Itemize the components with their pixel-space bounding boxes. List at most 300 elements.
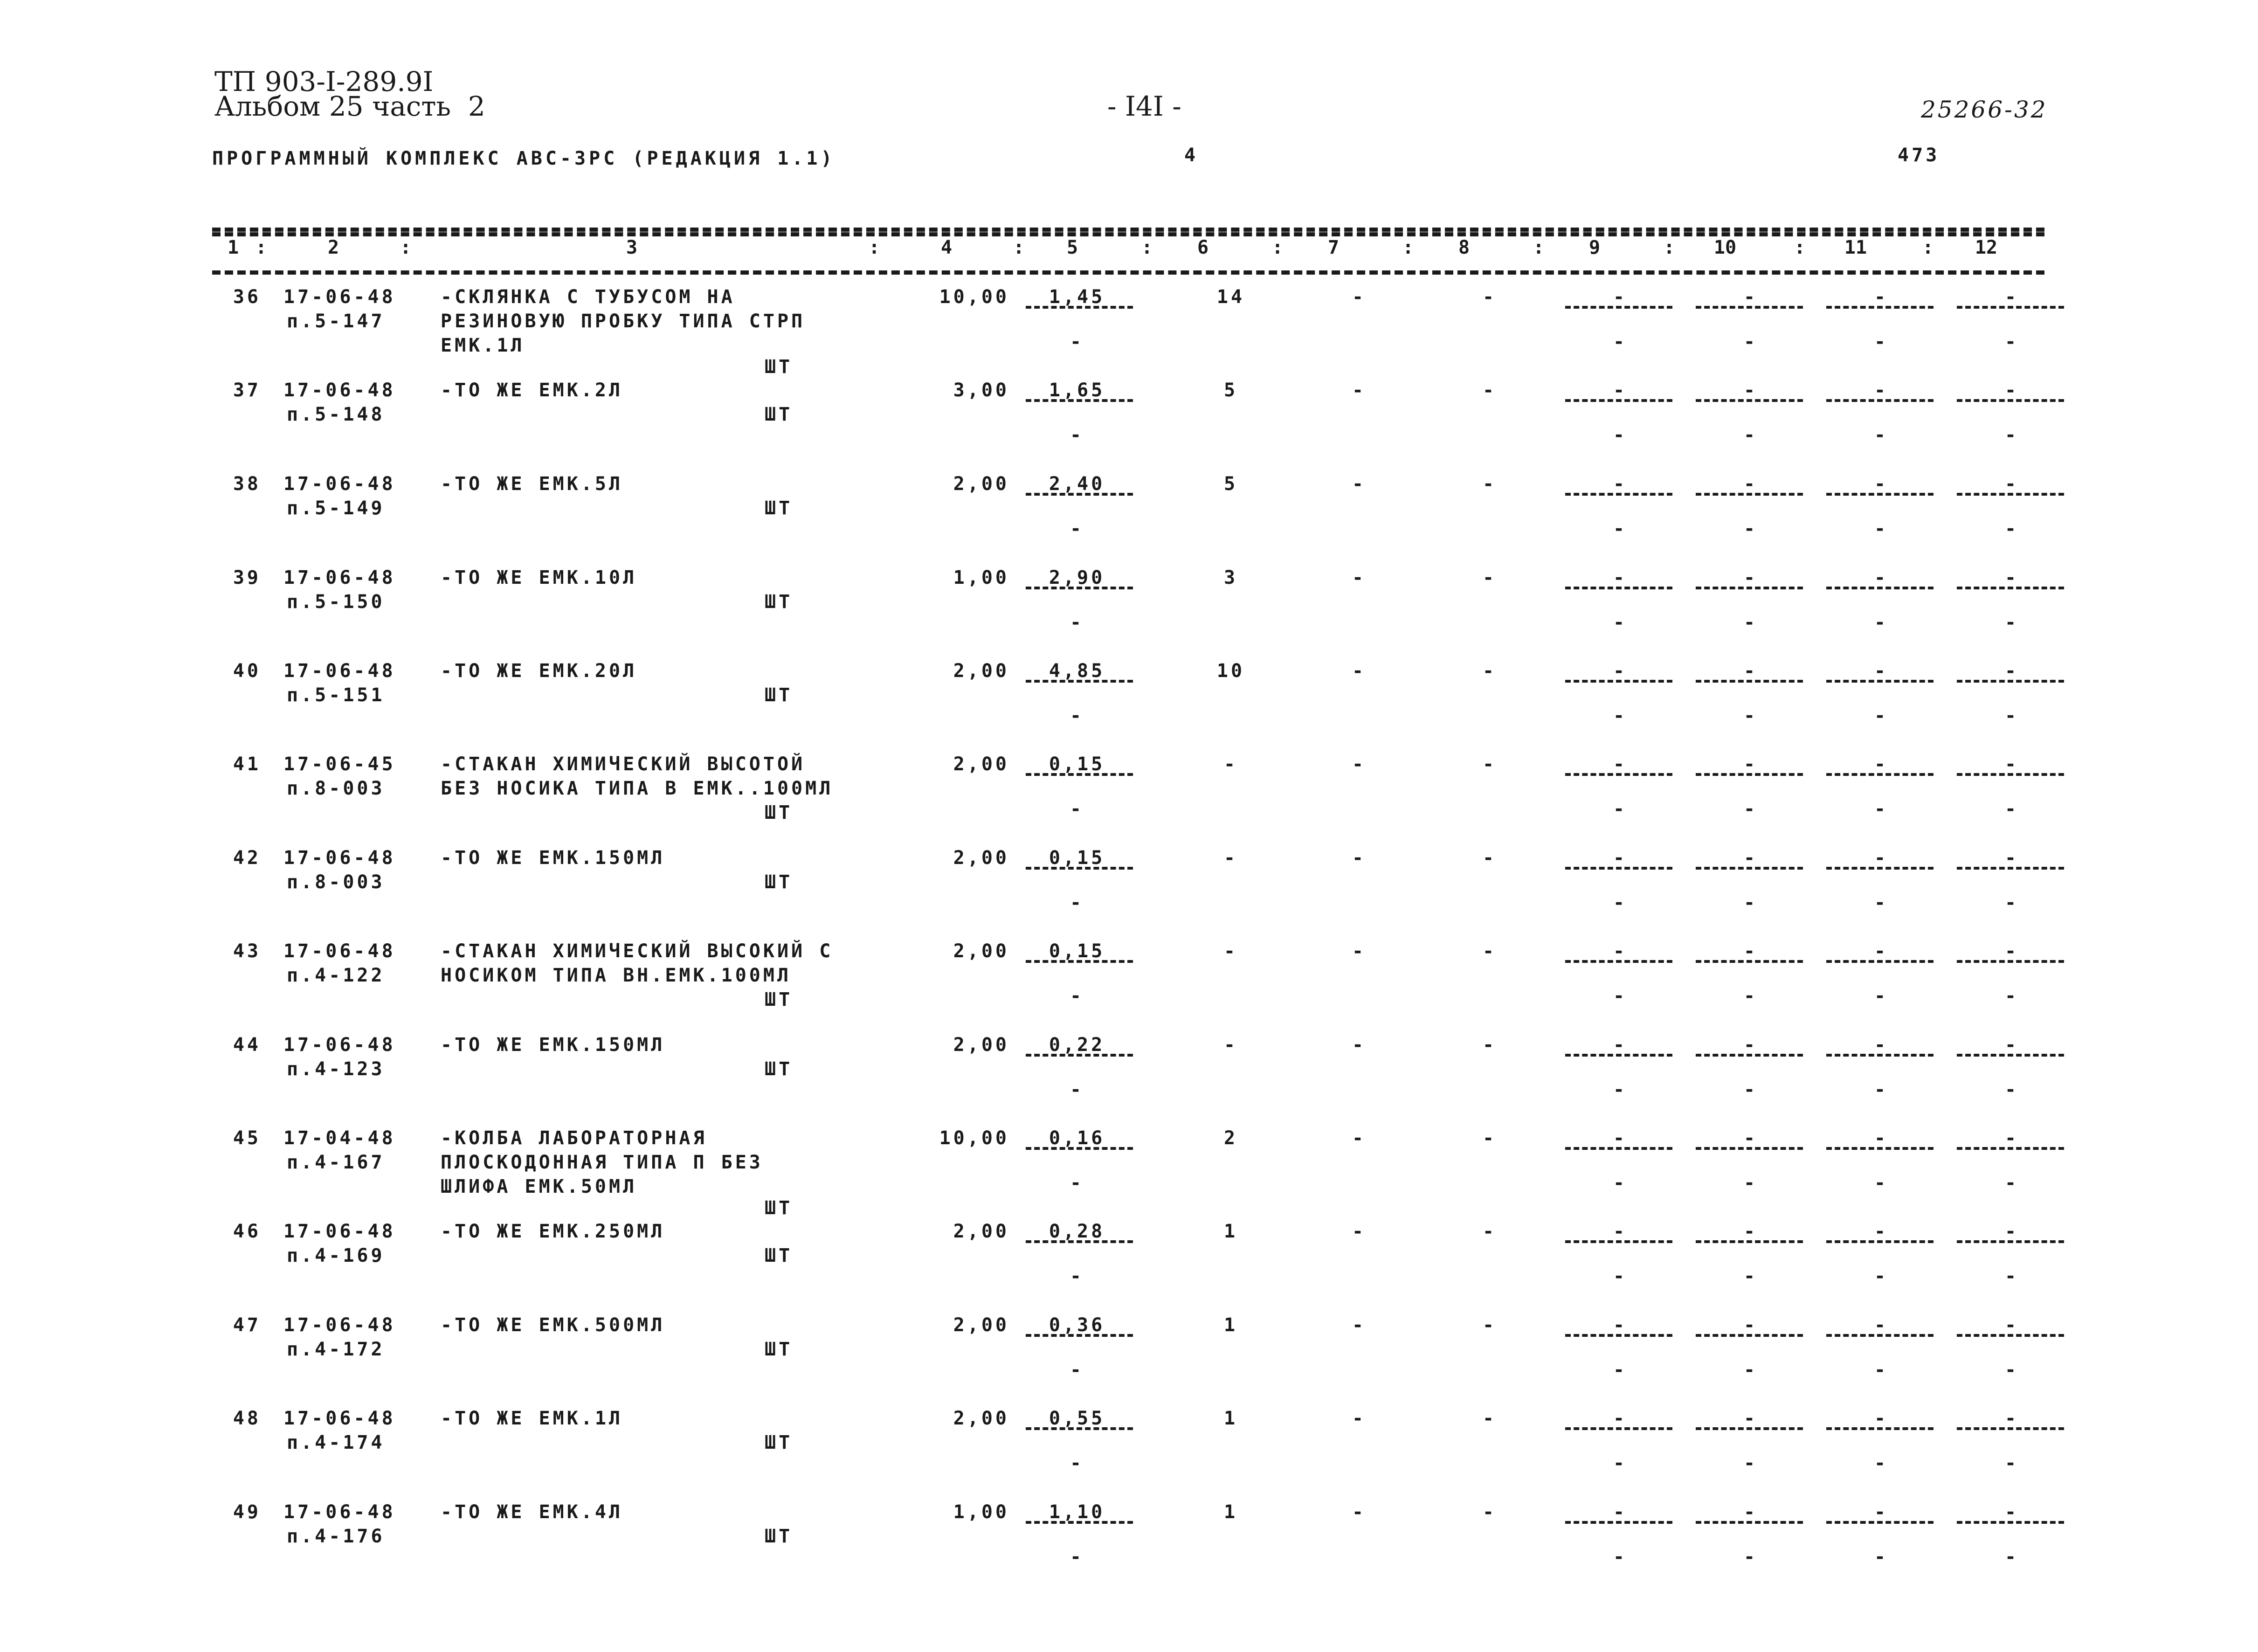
column-12-divider bbox=[1957, 1147, 2064, 1150]
column-11-lower: - bbox=[1874, 1452, 1889, 1474]
item-description: -ТО ЖЕ ЕМК.10Л bbox=[441, 567, 637, 588]
column-12-lower: - bbox=[2004, 892, 2019, 913]
price-lower-placeholder: - bbox=[1070, 518, 1084, 539]
resource-code: 17-06-48 bbox=[283, 1501, 396, 1523]
column-9-upper: - bbox=[1613, 1408, 1628, 1429]
column-10-lower: - bbox=[1743, 798, 1758, 820]
column-11-lower: - bbox=[1874, 518, 1889, 539]
unit-of-measure: ШТ bbox=[765, 1058, 793, 1080]
quantity: 2,00 bbox=[953, 847, 1009, 869]
column-9-lower: - bbox=[1613, 518, 1628, 539]
column-6-value: - bbox=[1223, 753, 1238, 775]
price-divider bbox=[1026, 773, 1133, 776]
price-divider bbox=[1026, 680, 1133, 683]
column-12-upper: - bbox=[2004, 847, 2019, 869]
table-row bbox=[0, 1407, 2258, 1500]
row-number: 43 bbox=[233, 940, 261, 962]
price-lower-placeholder: - bbox=[1070, 1265, 1084, 1287]
column-6-value: 1 bbox=[1223, 1221, 1238, 1242]
price-reference: п.5-148 bbox=[287, 404, 385, 425]
unit-price: 1,65 bbox=[1049, 380, 1105, 401]
price-lower-placeholder: - bbox=[1070, 705, 1084, 726]
column-7-value: - bbox=[1352, 847, 1367, 869]
row-number: 47 bbox=[233, 1314, 261, 1336]
column-10-lower: - bbox=[1743, 1172, 1758, 1194]
table-top-rule-2 bbox=[212, 232, 2044, 236]
unit-price: 0,15 bbox=[1049, 940, 1105, 962]
resource-code: 17-06-48 bbox=[283, 1314, 396, 1336]
column-header-11: 11 bbox=[1844, 237, 1867, 258]
row-number: 36 bbox=[233, 286, 261, 308]
column-11-lower: - bbox=[1874, 705, 1889, 726]
column-6-value: 3 bbox=[1223, 567, 1238, 588]
column-9-lower: - bbox=[1613, 1546, 1628, 1568]
quantity: 2,00 bbox=[953, 473, 1009, 495]
column-header-7: 7 bbox=[1327, 237, 1340, 258]
column-10-lower: - bbox=[1743, 612, 1758, 633]
column-10-lower: - bbox=[1743, 424, 1758, 446]
resource-code: 17-04-48 bbox=[283, 1127, 396, 1149]
column-7-value: - bbox=[1352, 660, 1367, 682]
resource-code: 17-06-48 bbox=[283, 473, 396, 495]
column-9-lower: - bbox=[1613, 1359, 1628, 1381]
unit-of-measure: ШТ bbox=[765, 356, 793, 378]
resource-code: 17-06-48 bbox=[283, 380, 396, 401]
column-10-lower: - bbox=[1743, 1079, 1758, 1100]
column-12-upper: - bbox=[2004, 1034, 2019, 1056]
column-9-divider bbox=[1565, 399, 1672, 402]
column-12-divider bbox=[1957, 306, 2064, 309]
price-lower-placeholder: - bbox=[1070, 424, 1084, 446]
unit-price: 0,36 bbox=[1049, 1314, 1105, 1336]
table-row bbox=[0, 940, 2258, 1033]
row-number: 44 bbox=[233, 1034, 261, 1056]
column-12-upper: - bbox=[2004, 1501, 2019, 1523]
column-7-value: - bbox=[1352, 473, 1367, 495]
price-lower-placeholder: - bbox=[1070, 1546, 1084, 1568]
quantity: 1,00 bbox=[953, 1501, 1009, 1523]
column-9-lower: - bbox=[1613, 892, 1628, 913]
column-header-6: 6 bbox=[1197, 237, 1209, 258]
table-row bbox=[0, 285, 2258, 379]
column-9-divider bbox=[1565, 867, 1672, 870]
item-description: ШЛИФА ЕМК.50МЛ bbox=[441, 1176, 637, 1197]
column-11-lower: - bbox=[1874, 1359, 1889, 1381]
column-6-value: 10 bbox=[1216, 660, 1245, 682]
column-9-divider bbox=[1565, 587, 1672, 589]
column-12-lower: - bbox=[2004, 985, 2019, 1007]
column-7-value: - bbox=[1352, 1221, 1367, 1242]
row-number: 46 bbox=[233, 1221, 261, 1242]
item-description: -ТО ЖЕ ЕМК.250МЛ bbox=[441, 1221, 665, 1242]
quantity: 10,00 bbox=[939, 286, 1009, 308]
column-separator: : bbox=[1794, 237, 1806, 258]
column-7-value: - bbox=[1352, 1127, 1367, 1149]
column-12-upper: - bbox=[2004, 940, 2019, 962]
item-description: -ТО ЖЕ ЕМК.150МЛ bbox=[441, 1034, 665, 1056]
resource-code: 17-06-48 bbox=[283, 660, 396, 682]
column-6-value: 1 bbox=[1223, 1408, 1238, 1429]
column-9-upper: - bbox=[1613, 753, 1628, 775]
column-12-lower: - bbox=[2004, 612, 2019, 633]
unit-of-measure: ШТ bbox=[765, 871, 793, 893]
unit-of-measure: ШТ bbox=[765, 989, 793, 1010]
sheet-number: 473 bbox=[1898, 145, 1940, 166]
column-12-upper: - bbox=[2004, 286, 2019, 308]
quantity: 3,00 bbox=[953, 380, 1009, 401]
price-lower-placeholder: - bbox=[1070, 892, 1084, 913]
item-description: ЕМК.1Л bbox=[441, 335, 525, 356]
column-12-lower: - bbox=[2004, 1359, 2019, 1381]
item-description: -ТО ЖЕ ЕМК.1Л bbox=[441, 1408, 623, 1429]
column-11-lower: - bbox=[1874, 1079, 1889, 1100]
column-12-lower: - bbox=[2004, 331, 2019, 353]
column-11-upper: - bbox=[1874, 1314, 1889, 1336]
column-9-divider bbox=[1565, 680, 1672, 683]
column-8-value: - bbox=[1482, 380, 1497, 401]
column-11-upper: - bbox=[1874, 1408, 1889, 1429]
column-separator: : bbox=[1271, 237, 1284, 258]
column-10-lower: - bbox=[1743, 1265, 1758, 1287]
column-11-divider bbox=[1826, 493, 1933, 496]
table-row bbox=[0, 379, 2258, 472]
column-header-4: 4 bbox=[940, 237, 953, 258]
column-9-upper: - bbox=[1613, 473, 1628, 495]
column-separator: : bbox=[1141, 237, 1153, 258]
column-7-value: - bbox=[1352, 940, 1367, 962]
table-row bbox=[0, 1033, 2258, 1127]
column-9-lower: - bbox=[1613, 985, 1628, 1007]
column-10-lower: - bbox=[1743, 1359, 1758, 1381]
column-9-lower: - bbox=[1613, 1452, 1628, 1474]
unit-of-measure: ШТ bbox=[765, 498, 793, 519]
column-9-upper: - bbox=[1613, 847, 1628, 869]
column-10-divider bbox=[1696, 1054, 1803, 1057]
unit-price: 0,16 bbox=[1049, 1127, 1105, 1149]
price-divider bbox=[1026, 1240, 1133, 1243]
quantity: 2,00 bbox=[953, 1221, 1009, 1242]
column-11-upper: - bbox=[1874, 473, 1889, 495]
table-row bbox=[0, 753, 2258, 846]
column-8-value: - bbox=[1482, 567, 1497, 588]
column-12-divider bbox=[1957, 587, 2064, 589]
column-9-upper: - bbox=[1613, 660, 1628, 682]
column-header-9: 9 bbox=[1588, 237, 1601, 258]
column-12-divider bbox=[1957, 680, 2064, 683]
column-11-lower: - bbox=[1874, 798, 1889, 820]
table-row bbox=[0, 1313, 2258, 1407]
unit-of-measure: ШТ bbox=[765, 684, 793, 706]
column-8-value: - bbox=[1482, 847, 1497, 869]
item-description: БЕЗ НОСИКА ТИПА В ЕМК..100МЛ bbox=[441, 778, 834, 799]
table-row bbox=[0, 566, 2258, 659]
quantity: 2,00 bbox=[953, 660, 1009, 682]
price-divider bbox=[1026, 306, 1133, 309]
column-9-upper: - bbox=[1613, 1501, 1628, 1523]
column-10-upper: - bbox=[1743, 380, 1758, 401]
column-10-lower: - bbox=[1743, 1546, 1758, 1568]
row-number: 48 bbox=[233, 1408, 261, 1429]
item-description: -ТО ЖЕ ЕМК.4Л bbox=[441, 1501, 623, 1523]
unit-price: 0,22 bbox=[1049, 1034, 1105, 1056]
column-11-upper: - bbox=[1874, 940, 1889, 962]
price-reference: п.5-147 bbox=[287, 311, 385, 332]
column-9-divider bbox=[1565, 1147, 1672, 1150]
column-11-divider bbox=[1826, 1147, 1933, 1150]
column-7-value: - bbox=[1352, 1408, 1367, 1429]
column-10-upper: - bbox=[1743, 847, 1758, 869]
column-9-lower: - bbox=[1613, 1079, 1628, 1100]
column-12-divider bbox=[1957, 960, 2064, 963]
column-11-lower: - bbox=[1874, 1172, 1889, 1194]
price-lower-placeholder: - bbox=[1070, 1079, 1084, 1100]
column-header-10: 10 bbox=[1713, 237, 1737, 258]
column-9-upper: - bbox=[1613, 940, 1628, 962]
column-7-value: - bbox=[1352, 753, 1367, 775]
row-number: 37 bbox=[233, 380, 261, 401]
column-9-divider bbox=[1565, 306, 1672, 309]
price-divider bbox=[1026, 399, 1133, 402]
price-reference: п.4-123 bbox=[287, 1058, 385, 1080]
sheet-mark: 4 bbox=[1184, 145, 1196, 166]
column-11-divider bbox=[1826, 587, 1933, 589]
column-10-divider bbox=[1696, 587, 1803, 589]
price-lower-placeholder: - bbox=[1070, 331, 1084, 353]
column-12-upper: - bbox=[2004, 753, 2019, 775]
item-description: ПЛОСКОДОННАЯ ТИПА П БЕЗ bbox=[441, 1152, 763, 1173]
column-12-lower: - bbox=[2004, 1452, 2019, 1474]
column-header-2: 2 bbox=[327, 237, 339, 258]
column-6-value: - bbox=[1223, 940, 1238, 962]
column-10-divider bbox=[1696, 1334, 1803, 1337]
column-12-upper: - bbox=[2004, 473, 2019, 495]
column-separator: : bbox=[1663, 237, 1675, 258]
quantity: 1,00 bbox=[953, 567, 1009, 588]
column-7-value: - bbox=[1352, 380, 1367, 401]
archive-number: 25266-32 bbox=[1921, 96, 2048, 123]
price-divider bbox=[1026, 1054, 1133, 1057]
column-7-value: - bbox=[1352, 286, 1367, 308]
price-divider bbox=[1026, 587, 1133, 589]
item-description: РЕЗИНОВУЮ ПРОБКУ ТИПА СТРП bbox=[441, 311, 806, 332]
price-reference: п.4-174 bbox=[287, 1432, 385, 1453]
price-divider bbox=[1026, 493, 1133, 496]
resource-code: 17-06-48 bbox=[283, 567, 396, 588]
column-11-divider bbox=[1826, 306, 1933, 309]
unit-price: 0,15 bbox=[1049, 847, 1105, 869]
column-12-lower: - bbox=[2004, 518, 2019, 539]
column-separator: : bbox=[1013, 237, 1025, 258]
column-9-divider bbox=[1565, 1240, 1672, 1243]
column-11-lower: - bbox=[1874, 1546, 1889, 1568]
column-10-upper: - bbox=[1743, 940, 1758, 962]
column-6-value: - bbox=[1223, 847, 1238, 869]
column-10-divider bbox=[1696, 1240, 1803, 1243]
column-11-divider bbox=[1826, 399, 1933, 402]
unit-of-measure: ШТ bbox=[765, 1526, 793, 1547]
column-header-8: 8 bbox=[1458, 237, 1470, 258]
unit-of-measure: ШТ bbox=[765, 802, 793, 823]
price-reference: п.4-167 bbox=[287, 1152, 385, 1173]
column-9-divider bbox=[1565, 1334, 1672, 1337]
column-10-divider bbox=[1696, 1147, 1803, 1150]
column-10-divider bbox=[1696, 680, 1803, 683]
price-divider bbox=[1026, 960, 1133, 963]
item-description: -ТО ЖЕ ЕМК.5Л bbox=[441, 473, 623, 495]
column-11-upper: - bbox=[1874, 1034, 1889, 1056]
price-reference: п.4-169 bbox=[287, 1245, 385, 1266]
column-8-value: - bbox=[1482, 1127, 1497, 1149]
column-9-upper: - bbox=[1613, 567, 1628, 588]
table-row bbox=[0, 472, 2258, 566]
column-10-upper: - bbox=[1743, 753, 1758, 775]
column-9-upper: - bbox=[1613, 1221, 1628, 1242]
resource-code: 17-06-48 bbox=[283, 1034, 396, 1056]
column-12-upper: - bbox=[2004, 1221, 2019, 1242]
column-11-lower: - bbox=[1874, 424, 1889, 446]
quantity: 2,00 bbox=[953, 753, 1009, 775]
column-12-lower: - bbox=[2004, 1265, 2019, 1287]
price-divider bbox=[1026, 1147, 1133, 1150]
unit-of-measure: ШТ bbox=[765, 1245, 793, 1266]
column-12-upper: - bbox=[2004, 660, 2019, 682]
row-number: 45 bbox=[233, 1127, 261, 1149]
page-number: - I4I - bbox=[1107, 90, 1181, 122]
column-11-divider bbox=[1826, 960, 1933, 963]
price-lower-placeholder: - bbox=[1070, 985, 1084, 1007]
item-description: -СКЛЯНКА С ТУБУСОМ НА bbox=[441, 286, 735, 308]
column-8-value: - bbox=[1482, 660, 1497, 682]
unit-price: 0,15 bbox=[1049, 753, 1105, 775]
column-11-upper: - bbox=[1874, 1221, 1889, 1242]
unit-price: 1,10 bbox=[1049, 1501, 1105, 1523]
column-10-lower: - bbox=[1743, 1452, 1758, 1474]
item-description: -ТО ЖЕ ЕМК.20Л bbox=[441, 660, 637, 682]
row-number: 42 bbox=[233, 847, 261, 869]
item-description: -СТАКАН ХИМИЧЕСКИЙ ВЫСОТОЙ bbox=[441, 753, 806, 775]
album-label: Альбом 25 часть 2 bbox=[214, 90, 485, 122]
column-8-value: - bbox=[1482, 1034, 1497, 1056]
price-divider bbox=[1026, 1521, 1133, 1524]
column-9-upper: - bbox=[1613, 1314, 1628, 1336]
unit-of-measure: ШТ bbox=[765, 404, 793, 425]
column-12-divider bbox=[1957, 867, 2064, 870]
column-11-divider bbox=[1826, 773, 1933, 776]
column-11-lower: - bbox=[1874, 985, 1889, 1007]
column-7-value: - bbox=[1352, 1501, 1367, 1523]
column-separator: : bbox=[1922, 237, 1934, 258]
price-lower-placeholder: - bbox=[1070, 612, 1084, 633]
column-7-value: - bbox=[1352, 1314, 1367, 1336]
column-11-divider bbox=[1826, 1054, 1933, 1057]
table-row bbox=[0, 1500, 2258, 1594]
price-lower-placeholder: - bbox=[1070, 1452, 1084, 1474]
column-8-value: - bbox=[1482, 753, 1497, 775]
column-12-upper: - bbox=[2004, 380, 2019, 401]
program-title: ПРОГРАММНЫЙ КОМПЛЕКС АВС-3РС (РЕДАКЦИЯ 1.1) bbox=[212, 148, 836, 169]
table-row bbox=[0, 659, 2258, 753]
column-8-value: - bbox=[1482, 1501, 1497, 1523]
table-row bbox=[0, 1127, 2258, 1220]
column-12-lower: - bbox=[2004, 705, 2019, 726]
resource-code: 17-06-48 bbox=[283, 286, 396, 308]
column-10-upper: - bbox=[1743, 1314, 1758, 1336]
quantity: 2,00 bbox=[953, 940, 1009, 962]
item-description: -КОЛБА ЛАБОРАТОРНАЯ bbox=[441, 1127, 707, 1149]
price-reference: п.4-122 bbox=[287, 965, 385, 986]
column-12-upper: - bbox=[2004, 567, 2019, 588]
column-9-divider bbox=[1565, 1427, 1672, 1430]
row-number: 41 bbox=[233, 753, 261, 775]
resource-code: 17-06-48 bbox=[283, 1221, 396, 1242]
column-10-lower: - bbox=[1743, 985, 1758, 1007]
column-9-upper: - bbox=[1613, 380, 1628, 401]
column-12-divider bbox=[1957, 1427, 2064, 1430]
column-9-lower: - bbox=[1613, 612, 1628, 633]
column-9-upper: - bbox=[1613, 1127, 1628, 1149]
column-10-upper: - bbox=[1743, 473, 1758, 495]
column-10-divider bbox=[1696, 493, 1803, 496]
column-10-lower: - bbox=[1743, 892, 1758, 913]
quantity: 2,00 bbox=[953, 1034, 1009, 1056]
unit-price: 2,40 bbox=[1049, 473, 1105, 495]
quantity: 2,00 bbox=[953, 1408, 1009, 1429]
price-reference: п.5-151 bbox=[287, 684, 385, 706]
row-number: 39 bbox=[233, 567, 261, 588]
column-6-value: 1 bbox=[1223, 1501, 1238, 1523]
column-10-upper: - bbox=[1743, 567, 1758, 588]
column-11-lower: - bbox=[1874, 1265, 1889, 1287]
column-12-divider bbox=[1957, 1054, 2064, 1057]
unit-of-measure: ШТ bbox=[765, 1339, 793, 1360]
column-11-divider bbox=[1826, 1334, 1933, 1337]
column-6-value: 1 bbox=[1223, 1314, 1238, 1336]
price-divider bbox=[1026, 867, 1133, 870]
column-10-divider bbox=[1696, 960, 1803, 963]
price-lower-placeholder: - bbox=[1070, 1172, 1084, 1194]
column-10-divider bbox=[1696, 867, 1803, 870]
column-11-lower: - bbox=[1874, 892, 1889, 913]
column-8-value: - bbox=[1482, 473, 1497, 495]
column-10-divider bbox=[1696, 773, 1803, 776]
column-8-value: - bbox=[1482, 1221, 1497, 1242]
column-10-divider bbox=[1696, 1521, 1803, 1524]
column-12-upper: - bbox=[2004, 1127, 2019, 1149]
column-11-divider bbox=[1826, 680, 1933, 683]
table-row bbox=[0, 1220, 2258, 1313]
column-8-value: - bbox=[1482, 1314, 1497, 1336]
column-12-divider bbox=[1957, 773, 2064, 776]
column-12-lower: - bbox=[2004, 424, 2019, 446]
resource-code: 17-06-48 bbox=[283, 940, 396, 962]
resource-code: 17-06-48 bbox=[283, 847, 396, 869]
resource-code: 17-06-48 bbox=[283, 1408, 396, 1429]
column-separator: : bbox=[1402, 237, 1414, 258]
column-9-upper: - bbox=[1613, 1034, 1628, 1056]
column-separator: : bbox=[868, 237, 880, 258]
column-10-upper: - bbox=[1743, 1127, 1758, 1149]
column-12-lower: - bbox=[2004, 1079, 2019, 1100]
item-description: НОСИКОМ ТИПА ВН.ЕМК.100МЛ bbox=[441, 965, 792, 986]
column-6-value: 5 bbox=[1223, 380, 1238, 401]
price-lower-placeholder: - bbox=[1070, 1359, 1084, 1381]
column-10-upper: - bbox=[1743, 660, 1758, 682]
column-12-divider bbox=[1957, 1240, 2064, 1243]
price-reference: п.8-003 bbox=[287, 871, 385, 893]
price-divider bbox=[1026, 1334, 1133, 1337]
column-9-upper: - bbox=[1613, 286, 1628, 308]
column-8-value: - bbox=[1482, 1408, 1497, 1429]
